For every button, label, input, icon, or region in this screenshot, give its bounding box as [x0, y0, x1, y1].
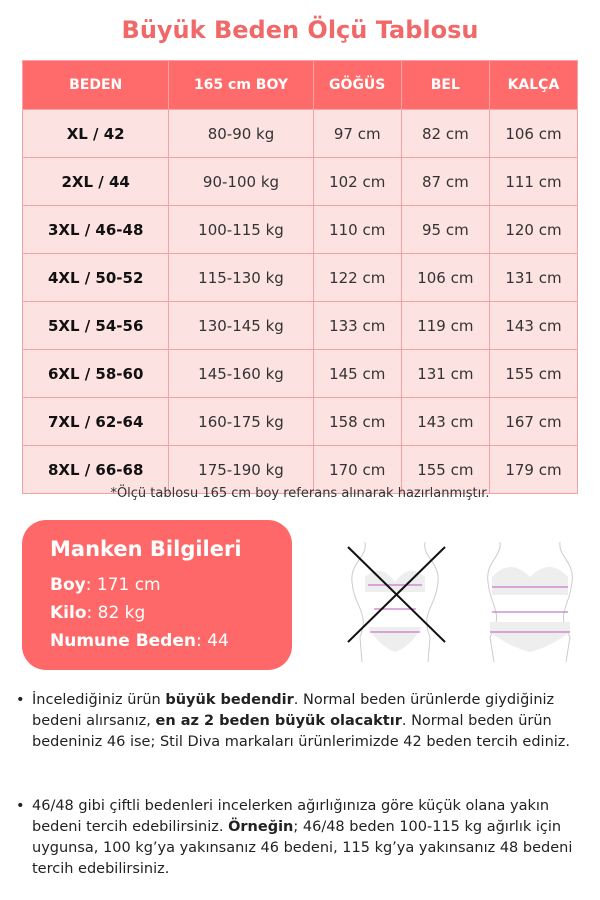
table-cell: 111 cm	[489, 158, 577, 206]
table-cell: 120 cm	[489, 206, 577, 254]
column-header: GÖĞÜS	[313, 61, 401, 110]
column-header: 165 cm BOY	[169, 61, 313, 110]
table-cell: 145 cm	[313, 350, 401, 398]
model-info-card	[22, 520, 292, 670]
text: ; 46/48 beden 100-115 kg ağırlık için uygunsa, 100 kg’ya yakınsanız 46 bedeni, 115 kg’ya yakınsanız 48 bedeni tercih edebilirsiniz.	[32, 819, 573, 877]
page-title: Büyük Beden Ölçü Tablosu	[121, 16, 479, 44]
table-cell: 160-175 kg	[169, 398, 313, 446]
text: 46/48 gibi çiftli bedenleri incelerken ağırlığınıza göre küçük olana yakın bedeni tercih edebilirsiniz.	[32, 798, 550, 835]
label: Numune Beden	[50, 631, 196, 651]
bullet-text	[32, 796, 576, 880]
table-cell: 155 cm	[489, 350, 577, 398]
text: . Normal beden ürün bedeniniz 46 ise; Stil Diva markaları ürünlerimizde 42 beden tercih ediniz.	[32, 713, 571, 750]
size-cell: 2XL / 44	[23, 158, 169, 206]
table-cell: 80-90 kg	[169, 110, 313, 158]
value: : 82 kg	[86, 603, 146, 623]
table-cell: 87 cm	[401, 158, 489, 206]
size-table	[22, 60, 578, 494]
table-row	[23, 350, 578, 398]
table-cell: 95 cm	[401, 206, 489, 254]
table-cell: 130-145 kg	[169, 302, 313, 350]
table-cell: 131 cm	[489, 254, 577, 302]
size-cell: 4XL / 50-52	[23, 254, 169, 302]
table-cell: 143 cm	[401, 398, 489, 446]
model-sample-size	[50, 631, 229, 651]
model-info-title: Manken Bilgileri	[50, 537, 242, 561]
size-cell: 6XL / 58-60	[23, 350, 169, 398]
table-row	[23, 254, 578, 302]
column-header: KALÇA	[489, 61, 577, 110]
table-cell: 170 cm	[313, 446, 401, 494]
column-header: BEL	[401, 61, 489, 110]
bold-text: büyük bedendir	[165, 692, 294, 708]
label: Kilo	[50, 603, 87, 623]
table-row	[23, 302, 578, 350]
table-cell: 100-115 kg	[169, 206, 313, 254]
table-cell: 155 cm	[401, 446, 489, 494]
table-row	[23, 110, 578, 158]
table-cell: 179 cm	[489, 446, 577, 494]
value: : 44	[196, 631, 229, 651]
size-cell: 8XL / 66-68	[23, 446, 169, 494]
body-crossed-icon	[340, 537, 450, 662]
bullet-icon: •	[16, 798, 25, 814]
table-cell: 167 cm	[489, 398, 577, 446]
label: Boy	[50, 575, 86, 595]
bold-text: Örneğin	[228, 819, 294, 835]
table-cell: 97 cm	[313, 110, 401, 158]
model-weight	[50, 603, 145, 623]
bullet-icon: •	[16, 692, 25, 708]
table-cell: 110 cm	[313, 206, 401, 254]
size-cell: 7XL / 62-64	[23, 398, 169, 446]
size-cell: 5XL / 54-56	[23, 302, 169, 350]
bullet-item	[16, 796, 576, 880]
value: : 171 cm	[85, 575, 161, 595]
table-cell: 90-100 kg	[169, 158, 313, 206]
table-cell: 122 cm	[313, 254, 401, 302]
table-row	[23, 398, 578, 446]
bullet-text	[32, 690, 576, 753]
bullet-item	[16, 690, 576, 753]
bold-text: en az 2 beden büyük olacaktır	[155, 713, 402, 729]
column-header: BEDEN	[23, 61, 169, 110]
table-cell: 131 cm	[401, 350, 489, 398]
table-cell: 106 cm	[489, 110, 577, 158]
table-row	[23, 158, 578, 206]
body-correct-icon	[480, 537, 580, 662]
size-cell: XL / 42	[23, 110, 169, 158]
text: İncelediğiniz ürün	[32, 692, 166, 708]
table-cell: 102 cm	[313, 158, 401, 206]
table-cell: 175-190 kg	[169, 446, 313, 494]
table-cell: 119 cm	[401, 302, 489, 350]
table-cell: 158 cm	[313, 398, 401, 446]
table-note: *Ölçü tablosu 165 cm boy referans alınarak hazırlanmıştır.	[110, 486, 490, 501]
table-cell: 143 cm	[489, 302, 577, 350]
size-cell: 3XL / 46-48	[23, 206, 169, 254]
table-cell: 133 cm	[313, 302, 401, 350]
table-cell: 82 cm	[401, 110, 489, 158]
model-height	[50, 575, 161, 595]
table-cell: 145-160 kg	[169, 350, 313, 398]
table-cell: 115-130 kg	[169, 254, 313, 302]
table-cell: 106 cm	[401, 254, 489, 302]
table-row	[23, 206, 578, 254]
text: . Normal beden ürünlerde giydiğiniz bedeni alırsanız,	[32, 692, 555, 729]
